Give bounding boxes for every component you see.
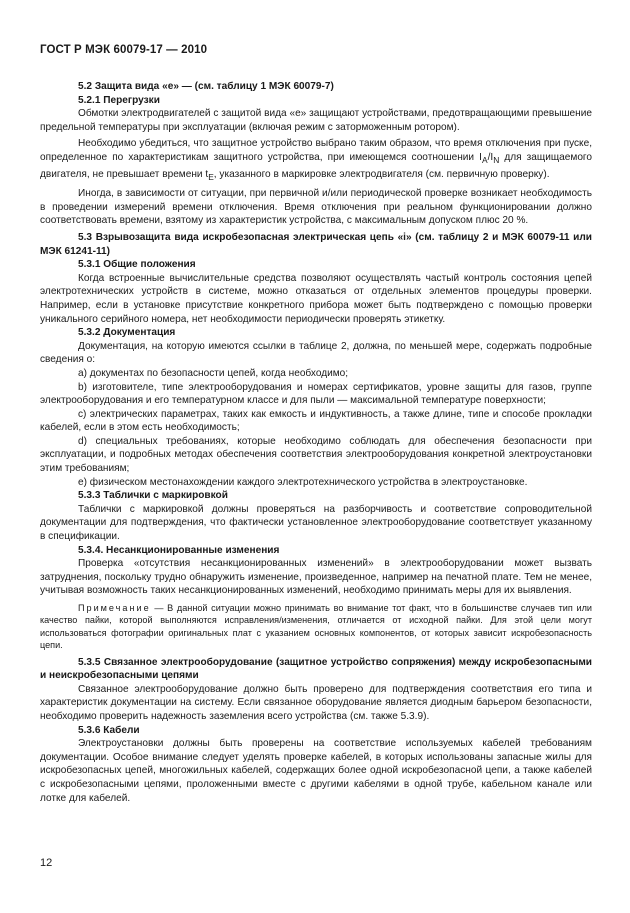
running-header: ГОСТ Р МЭК 60079-17 — 2010 — [40, 44, 208, 56]
list-item: d) специальных требованиях, которые необходимо соблюдать для обеспечения безопасности при эксплуатации, и подробных методах обеспечения соответствия электрооборудования конкретной электроустановки этим требованиям; — [40, 435, 592, 475]
note — [40, 602, 592, 652]
section-5-3-2-heading: 5.3.2 Документация — [78, 327, 176, 339]
paragraph: Иногда, в зависимости от ситуации, при первичной и/или периодической проверке возникает необходимость в проведении измерений времени отключения. Время отключения при реальном функционировании должно соответствовать времени, взятому из характеристик устройства, с максимальным допуском плюс 20 %. — [40, 188, 592, 227]
section-5-2-1-heading: 5.2.1 Перегрузки — [78, 94, 160, 106]
paragraph: Необходимо убедиться, что защитное устройство выбрано таким образом, что время отключения при пуске, определенное по характеристикам защитного устройства, при имеющемся соотношении $I_A/I_N$ для защищаемого двигателя, не превышает времени $t_E$, указанного в маркировке электродвигателя (см. первичную проверку). — [40, 138, 593, 182]
paragraph: Связанное электрооборудование должно быть проверено для подтверждения соответствия его типа и характеристик документации на систему. Если связанное оборудование является диодным барьером безопасности, необходимо проверить надежность заземления всего устройства (см. также 5.3.9). — [40, 683, 592, 722]
note-text: — В данной ситуации можно принимать во внимание тот факт, что в большинстве случаев тип или качество пайки, которой выполняются исправления/изменения, отличается от исходной пайки. Для этой цели могут использоваться фотографии оригинальных плат с указанием основных компонентов, от которых зависит искробезопасность цепи. — [40, 603, 592, 651]
section-5-3-1-heading: 5.3.1 Общие положения — [78, 259, 196, 271]
paragraph: Документация, на которую имеются ссылки в таблице 2, должна, по меньшей мере, содержать подробные сведения о: — [40, 340, 592, 366]
note-label: Примечание — [78, 603, 151, 613]
paragraph: Таблички с маркировкой должны проверяться на разборчивость и соответствие сопроводительной документации для подтверждения, что фактически установленное электрооборудование соответствует указанному в спецификации. — [40, 503, 592, 543]
section-5-3-5-heading: 5.3.5 Связанное электрооборудование (защитное устройство сопряжения) между искробезопасными и неискробезопасными цепями — [40, 656, 592, 682]
page-body — [40, 80, 592, 805]
section-5-3-6-heading: 5.3.6 Кабели — [78, 724, 140, 736]
paragraph: Проверка «отсутствия несанкционированных изменений» в электрооборудовании может вызвать затруднения, поскольку трудно обнаружить изменение, произведенное, например на печатной плате. Тем не менее, учитывая возможность таких несанкционированных изменений, необходимо принимать меры для их выявления. — [40, 558, 592, 597]
section-5-3-3-heading: 5.3.3 Таблички с маркировкой — [78, 490, 228, 502]
paragraph: Обмотки электродвигателей с защитой вида «е» защищают устройствами, предотвращающими превышение предельной температуры при эксплуатации (включая режим с заторможенным ротором). — [40, 108, 592, 133]
page-number: 12 — [40, 857, 53, 869]
section-5-3-heading: 5.3 Взрывозащита вида искробезопасная электрическая цепь «i» (см. таблицу 2 и МЭК 60079-11 или МЭК 61241-11) — [40, 231, 592, 257]
list-item: а) документах по безопасности цепей, когда необходимо; — [78, 367, 349, 379]
paragraph: Когда встроенные вычислительные средства позволяют осуществлять частый контроль состояния цепей электротехнических устройств в системе, можно отказаться от отдельных элементов процедуры проверки. Например, если в установке присутствие конкретного прибора может быть подтверждено с помощью проверки уникального серийного номера, нет необходимости периодически проверять этикетку. — [40, 272, 592, 325]
section-5-3-4-heading: 5.3.4. Несанкционированные изменения — [78, 544, 280, 556]
section-5-2-heading: 5.2 Защита вида «е» — (см. таблицу 1 МЭК 60079-7) — [78, 81, 334, 92]
list-item: с) электрических параметрах, таких как емкость и индуктивность, а также длине, типе и способе прокладки кабелей, если в этом есть необходимость; — [40, 408, 592, 434]
list-item: е) физическом местонахождении каждого электротехнического устройства в электроустановке. — [78, 476, 528, 488]
list-item: b) изготовителе, типе электрооборудования и номерах сертификатов, уровне защиты для газов, группе электрооборудования и его температурном классе и для пыли — максимальной температуре поверхности; — [40, 381, 592, 407]
paragraph: Электроустановки должны быть проверены на соответствие используемых кабелей требованиям документации. Особое внимание следует уделять проверке кабелей, в которых использованы запасные жилы для искробезопасных цепей, многожильных кабелей, содержащих более одной искробезопасной цепи, а также кабелей с искробезопасными цепями, проложенными вместе с другими кабелями в одной трубе, кабельном канале или лотке для кабелей. — [40, 738, 592, 804]
